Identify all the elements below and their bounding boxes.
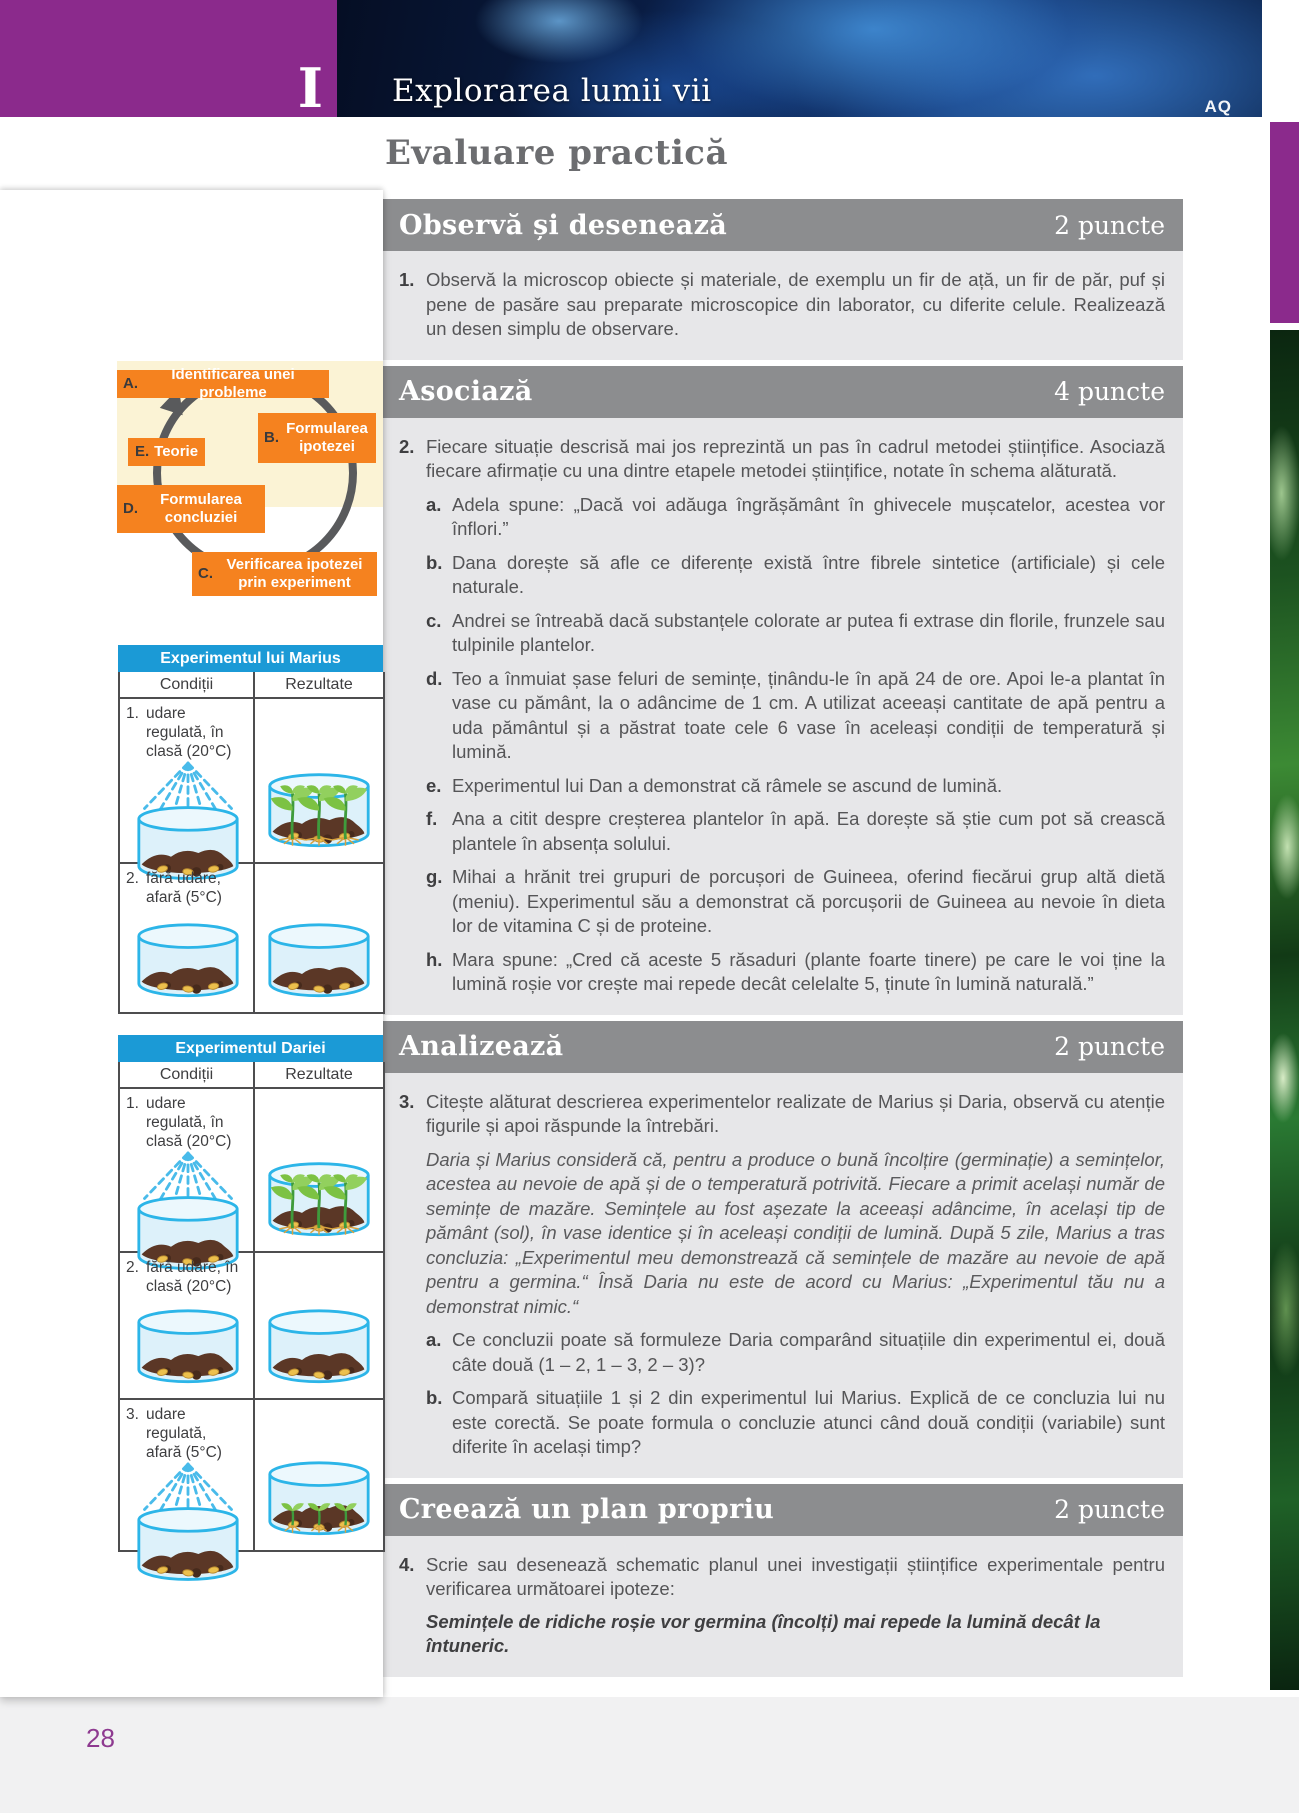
table-header-row xyxy=(119,1062,384,1088)
subitem-letter: a. xyxy=(426,1329,442,1350)
chapter-tab xyxy=(0,0,337,120)
section-header-creeaza xyxy=(383,1484,1183,1536)
subitem-letter: d. xyxy=(426,667,443,689)
dish-seeds-icon xyxy=(126,1307,249,1394)
left-sidebar-card xyxy=(0,190,383,1697)
section-panel-analizeaza xyxy=(383,1073,1183,1478)
table-row xyxy=(119,698,384,863)
item-number: 3. xyxy=(399,1090,415,1112)
condition-number: 1. xyxy=(126,705,139,722)
section-points-badge: 2 puncte xyxy=(1054,1032,1165,1061)
item-text: Fiecare situație descrisă mai jos reprezintă un pas în cadrul metodei științifice. Asociază fiecare afirmație cu una dintre etapele metodei științifice, notate în schema alăturată. xyxy=(426,435,1165,481)
experiment-table-marius xyxy=(118,645,383,1014)
item-number: 2. xyxy=(399,435,415,457)
subitem-letter: b. xyxy=(426,1387,443,1408)
subitem-text: Experimentul lui Dan a demonstrat că râmele se ascund de lumină. xyxy=(452,774,1003,796)
section-heading: Creează un plan propriu xyxy=(399,1494,775,1525)
main-content-column xyxy=(383,133,1183,1677)
dish-seeds-icon xyxy=(126,921,249,1008)
table-row xyxy=(119,1252,384,1399)
page-number: 28 xyxy=(86,1723,115,1753)
subitem xyxy=(426,1328,1165,1377)
diagram-step-identify-problem xyxy=(117,366,329,401)
condition-number: 1. xyxy=(126,1095,139,1112)
diagram-step-verify-hypothesis xyxy=(192,552,377,596)
condition-number: 2. xyxy=(126,870,139,887)
condition-text xyxy=(126,1258,249,1296)
subitem-letter: g. xyxy=(426,866,443,887)
table-row xyxy=(119,1088,384,1252)
dish-seeds-icon xyxy=(267,921,371,1008)
diagram-step-theory xyxy=(128,438,205,466)
section-points-badge: 4 puncte xyxy=(1054,377,1165,406)
subitem xyxy=(426,493,1165,542)
experiment-table-daria xyxy=(118,1035,383,1552)
step-label: Formularea ipotezei xyxy=(286,420,368,455)
table-title: Experimentul Dariei xyxy=(118,1035,383,1062)
section-header-analizeaza xyxy=(383,1021,1183,1073)
dish-plants-icon xyxy=(266,752,372,858)
subitem xyxy=(426,551,1165,600)
item-text: Scrie sau desenează schematic planul unei investigații științifice experimentale pentru verificarea următoarei ipoteze: xyxy=(426,1553,1165,1599)
banner-microscopy-image xyxy=(337,0,1262,117)
diagram-step-formulate-hypothesis xyxy=(258,413,376,463)
subitem xyxy=(426,774,1165,799)
step-label: Formularea concluziei xyxy=(160,491,242,526)
section-panel-asociaza xyxy=(383,418,1183,1015)
condition-label: udare regulată, afară (5°C) xyxy=(146,1406,222,1461)
section-panel-creeaza xyxy=(383,1536,1183,1677)
subitem-text: Ce concluzii poate să formuleze Daria comparând situațiile din experimentul ei, două câte două (1 – 2, 1 – 3, 2 – 3)? xyxy=(452,1329,1165,1375)
subitem-letter: c. xyxy=(426,609,442,631)
subitem-letter: b. xyxy=(426,551,443,573)
column-header-results: Rezultate xyxy=(254,1062,384,1088)
step-letter: D. xyxy=(123,500,138,517)
subitem-letter: f. xyxy=(426,808,438,829)
hypothesis-text: Semințele de ridiche roșie vor germina (încolți) mai repede la lumină decât la întuneric. xyxy=(426,1610,1101,1656)
dish-seeds-icon xyxy=(267,1307,371,1394)
scientific-method-diagram xyxy=(117,367,383,599)
subitem-letter: e. xyxy=(426,774,442,796)
subitem-text: Mara spune: „Cred că aceste 5 răsaduri (plante foarte tinere) pe care le voi ține la lumină roșie vor crește mai repede decât celelalte 5, ținute în lumină naturală.” xyxy=(452,948,1165,994)
step-label: Identificarea unei probleme xyxy=(171,366,295,401)
condition-text xyxy=(126,1094,249,1151)
dish-plants-icon xyxy=(266,1141,372,1247)
column-header-conditions: Condiții xyxy=(119,672,254,698)
plant-photo-strip xyxy=(1270,330,1299,1690)
step-letter: E. xyxy=(134,443,150,460)
subitem-text: Andrei se întreabă dacă substanțele colorate ar putea fi extrase din florile, frunzele sau tulpinile plantelor. xyxy=(452,609,1165,655)
subitem xyxy=(426,807,1165,856)
item-number: 1. xyxy=(399,269,415,290)
step-letter: C. xyxy=(198,565,213,582)
step-letter: B. xyxy=(264,429,279,446)
condition-label: fără udare, afară (5°C) xyxy=(146,870,222,906)
section-heading: Observă și desenează xyxy=(399,209,728,241)
right-accent-strip xyxy=(1270,122,1299,323)
subitem xyxy=(426,667,1165,765)
subitem-text: Mihai a hrănit trei grupuri de porcușori de Guineea, oferind fiecărui grup altă dietă (meniu). Experimentul său a demonstrat că porcușorii de Guineea au nevoie în dieta lor de vitamina C și de proteine. xyxy=(452,866,1165,936)
condition-text xyxy=(126,704,249,761)
unit-title: Explorarea lumii vii xyxy=(392,73,712,109)
item-text: Observă la microscop obiecte și materiale, de exemplu un fir de ață, un fir de păr, puf și pene de pasăre sau preparate microscopice din laborator, cu diferite celule. Realizează un desen simplu de observare. xyxy=(426,269,1165,339)
subitem xyxy=(426,948,1165,997)
subitem xyxy=(426,865,1165,939)
subitem-text: Ana a citit despre creșterea plantelor în apă. Ea dorește să știe cum pot să crească plantele în absența solului. xyxy=(452,808,1165,854)
section-heading: Analizează xyxy=(399,1031,564,1062)
table-row xyxy=(119,863,384,1013)
subitem-letter: h. xyxy=(426,948,443,970)
item-text: Citește alăturat descrierea experimentelor realizate de Marius și Daria, observă cu atenție figurile și apoi răspunde la întrebări. xyxy=(426,1090,1165,1136)
subitem-text: Teo a înmuiat șase feluri de semințe, ținându-le în apă 24 de ore. Apoi le-a plantat în vase cu pământ, la o adâncime de 1 cm. A utilizat aceeași cantitate de apă pentru a uda pământul și a păstrat toate cele 6 vase în aceleași condiții de temperatură și lumină. xyxy=(452,667,1165,762)
item-number: 4. xyxy=(399,1553,415,1575)
section-heading: Asociază xyxy=(399,376,533,407)
step-label: Verificarea ipotezei prin experiment xyxy=(226,556,363,591)
page-title: Evaluare practică xyxy=(385,133,729,173)
diagram-step-conclusion xyxy=(117,485,265,533)
publisher-logo: AQ xyxy=(1204,97,1232,116)
subitem-text: Compară situațiile 1 și 2 din experimentul lui Marius. Explică de ce concluzia lui nu este corectă. Se poate formula o concluzie atunci când două condiții (variabile) sunt diferite în același timp? xyxy=(452,1387,1165,1457)
condition-number: 2. xyxy=(126,1259,139,1276)
table-header-row xyxy=(119,672,384,698)
section-header-asociaza xyxy=(383,366,1183,418)
dish-watering-icon xyxy=(126,1462,249,1592)
section-panel-observa xyxy=(383,251,1183,360)
condition-number: 3. xyxy=(126,1406,139,1423)
section-points-badge: 2 puncte xyxy=(1054,210,1165,240)
chapter-number: I xyxy=(297,56,323,120)
subitem-text: Adela spune: „Dacă voi adăuga îngrășământ în ghivecele mușcatelor, acestea vor înflori.” xyxy=(452,493,1165,539)
page-footer xyxy=(0,1697,1299,1813)
subitem-letter: a. xyxy=(426,493,442,515)
reading-passage: Daria și Marius consideră că, pentru a produce o bună încolțire (germinație) a semințelor, acestea au nevoie de apă și de o temperatură potrivită. Fiecare a primit același număr de semințe de mazăre. Semințele au fost așezate la aceeași adâncime, în același tip de pământ (sol), în vase identice și în aceleași condiții de lumină. După 5 zile, Marius a tras concluzia: „Experimentul meu demonstrează că semințele de mazăre au nevoie de apă pentru a germina.“ Însă Daria nu este de acord cu Marius: „Experimentul tău nu a demonstrat nimic.“ xyxy=(426,1148,1165,1317)
column-header-conditions: Condiții xyxy=(119,1062,254,1088)
top-banner xyxy=(0,0,1299,120)
condition-text xyxy=(126,1405,249,1462)
column-header-results: Rezultate xyxy=(254,672,384,698)
condition-label: udare regulată, în clasă (20°C) xyxy=(146,705,232,760)
subitem xyxy=(426,609,1165,658)
step-letter: A. xyxy=(123,375,138,392)
section-header-observa xyxy=(383,199,1183,251)
condition-label: fără udare, în clasă (20°C) xyxy=(146,1259,239,1295)
subitem xyxy=(426,1386,1165,1460)
dish-sprouts-icon xyxy=(267,1459,371,1546)
table-title: Experimentul lui Marius xyxy=(118,645,383,672)
subitem-text: Dana dorește să afle ce diferențe există între fibrele sintetice (artificiale) și cele naturale. xyxy=(452,551,1165,597)
table-row xyxy=(119,1399,384,1551)
step-label: Teorie xyxy=(154,443,199,460)
section-points-badge: 2 puncte xyxy=(1054,1495,1165,1524)
condition-label: udare regulată, în clasă (20°C) xyxy=(146,1095,232,1150)
condition-text xyxy=(126,869,249,907)
